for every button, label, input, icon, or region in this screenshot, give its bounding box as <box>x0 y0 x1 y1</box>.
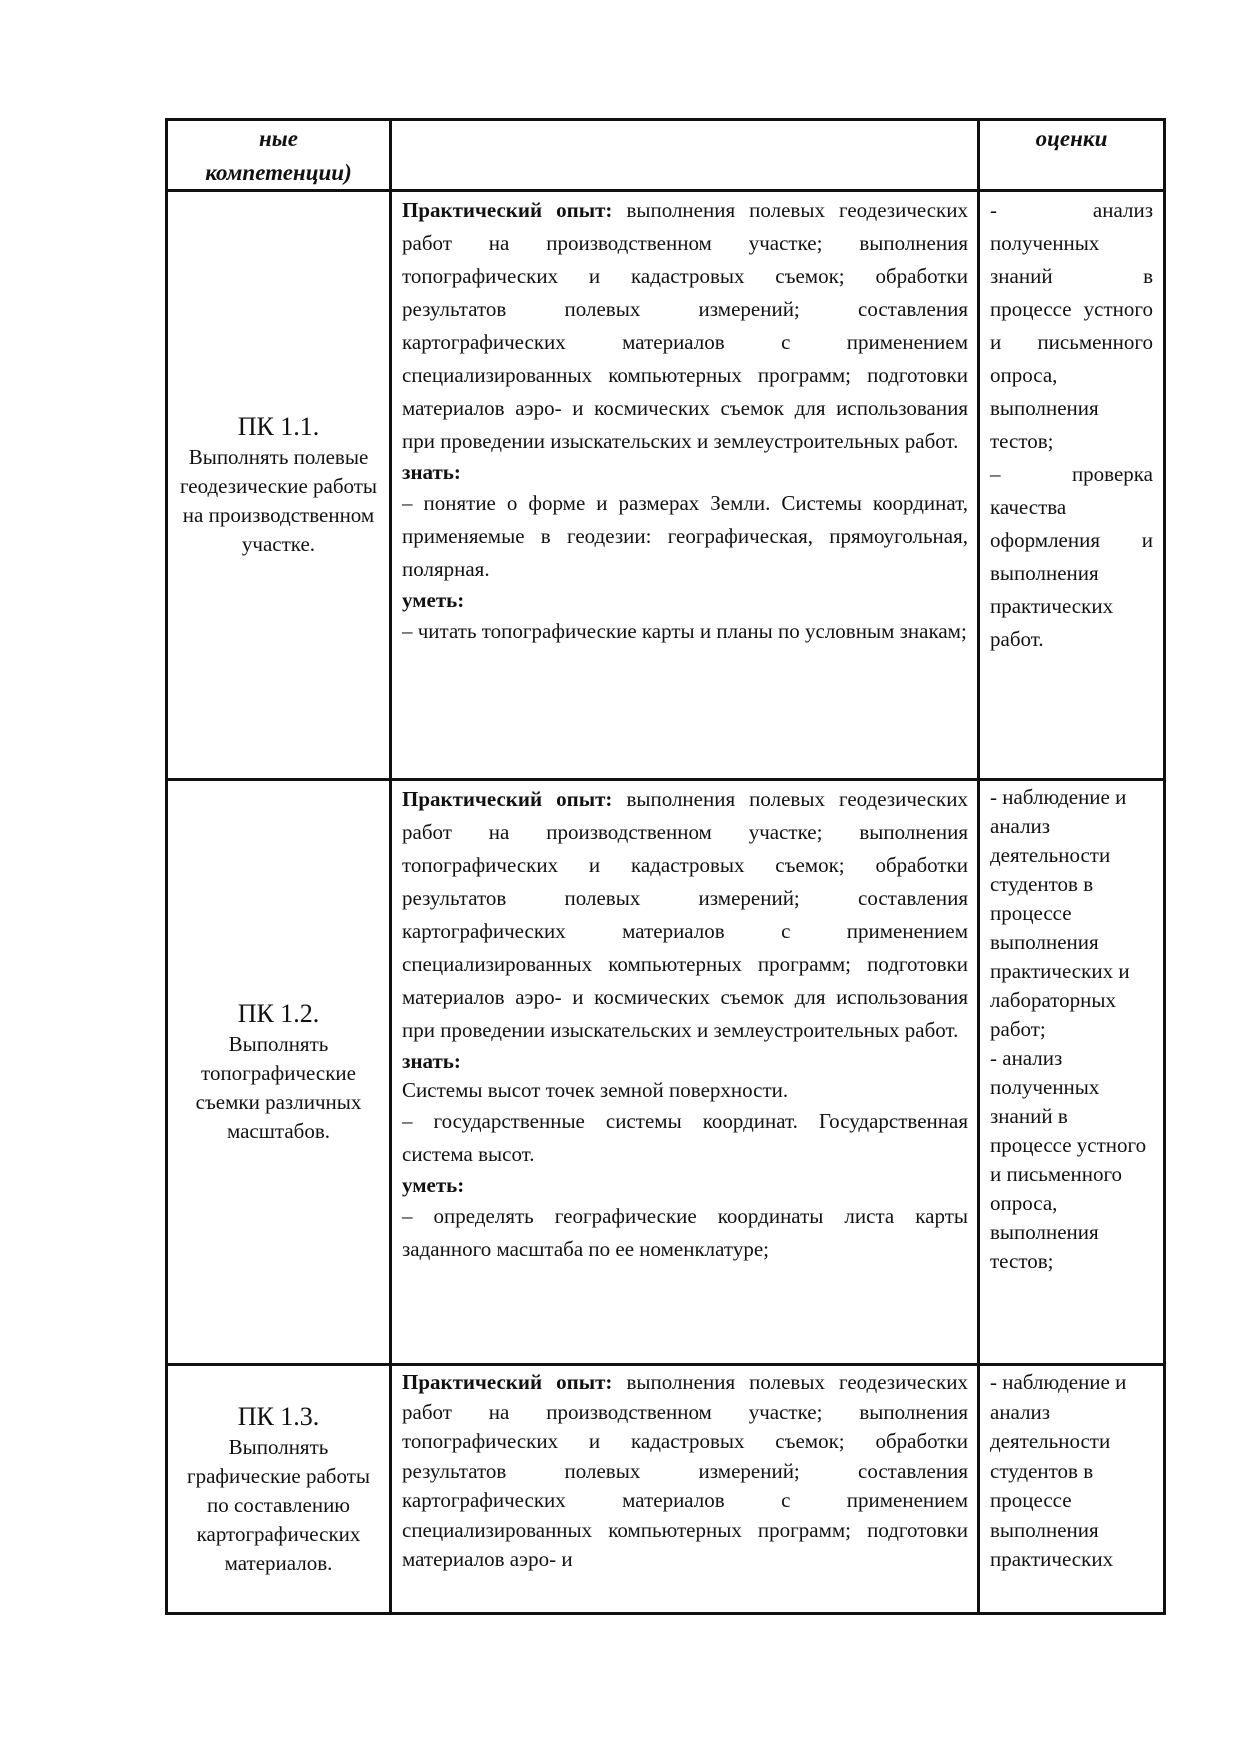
practice-paragraph <box>402 783 968 1047</box>
evaluation-item: - наблюдение и анализ деятельности студентов в процессе выполнения практических и лабораторных работ; <box>990 785 1130 1041</box>
competency-cell <box>167 1365 391 1614</box>
practice-text: выполнения полевых геодезических работ на производственном участке; выполнения топографических и кадастровых съемок; обработки результатов полевых измерений; составления картографических материалов с применением специализированных компьютерных программ; подготовки материалов аэро- и космических съемок для использования при проведении изыскательских и землеустроительных работ. <box>402 787 969 1042</box>
header-evaluation-label: оценки <box>1035 126 1108 151</box>
evaluation-item: - наблюдение и анализ деятельности студентов в процессе выполнения практических <box>990 1370 1127 1571</box>
table-row <box>167 191 1165 780</box>
competency-table <box>165 118 1166 1615</box>
practice-paragraph <box>402 194 968 458</box>
competency-code: ПК 1.2. <box>237 999 320 1028</box>
practice-paragraph <box>402 1368 968 1575</box>
header-competencies <box>167 120 391 191</box>
table-header-row <box>167 120 1165 191</box>
results-cell <box>391 780 979 1365</box>
evaluation-cell <box>979 191 1165 780</box>
practice-text: выполнения полевых геодезических работ на производственном участке; выполнения топографических и кадастровых съемок; обработки результатов полевых измерений; составления картографических материалов с применением специализированных компьютерных программ; подготовки материалов аэро- и космических съемок для использования при проведении изыскательских и землеустроительных работ. <box>402 198 969 453</box>
competency-title: Выполнять полевые геодезические работы на производственном участке. <box>179 445 378 556</box>
practice-text: выполнения полевых геодезических работ на производственном участке; выполнения топографических и кадастровых съемок; обработки результатов полевых измерений; составления картографических материалов с применением специализированных компьютерных программ; подготовки материалов аэро- и <box>402 1370 969 1571</box>
competency-code: ПК 1.1. <box>237 412 320 441</box>
know-item: Системы высот точек земной поверхности. <box>402 1078 789 1102</box>
evaluation-cell <box>979 780 1165 1365</box>
practice-label: Практический опыт: <box>402 787 613 811</box>
competency-cell <box>167 191 391 780</box>
know-label: знать: <box>402 460 461 484</box>
table-row <box>167 780 1165 1365</box>
header-evaluation <box>979 120 1165 191</box>
table-row <box>167 1365 1165 1614</box>
know-label: знать: <box>402 1049 461 1073</box>
know-item: – понятие о форме и размерах Земли. Системы координат, применяемые в геодезии: географическая, прямоугольная, полярная. <box>402 491 968 581</box>
competency-code: ПК 1.3. <box>237 1401 320 1431</box>
evaluation-item: - анализ полученных знаний в процессе устного и письменного опроса, выполнения тестов; <box>990 1046 1147 1273</box>
results-cell <box>391 1365 979 1614</box>
competency-title: Выполнять графические работы по составлению картографических материалов. <box>186 1434 371 1575</box>
practice-label: Практический опыт: <box>402 198 613 222</box>
practice-label: Практический опыт: <box>402 1370 613 1394</box>
skill-item: – определять географические координаты листа карты заданного масштаба по ее номенклатуре; <box>402 1204 968 1261</box>
header-results <box>391 120 979 191</box>
evaluation-item: - анализ полученных знаний в процессе устного и письменного опроса, выполнения тестов; <box>990 198 1153 453</box>
header-competencies-line2: компетенции) <box>205 160 352 185</box>
competency-cell <box>167 780 391 1365</box>
skill-item: – читать топографические карты и планы по условным знакам; <box>402 619 967 643</box>
skill-label: уметь: <box>402 1173 465 1197</box>
skill-label: уметь: <box>402 588 465 612</box>
evaluation-cell <box>979 1365 1165 1614</box>
results-cell <box>391 191 979 780</box>
header-competencies-line1: ные <box>259 126 298 151</box>
evaluation-item: – проверка качества оформления и выполнения практических работ. <box>990 462 1153 651</box>
competency-title: Выполнять топографические съемки различных масштабов. <box>195 1032 362 1143</box>
know-item: – государственные системы координат. Государственная система высот. <box>402 1109 968 1166</box>
